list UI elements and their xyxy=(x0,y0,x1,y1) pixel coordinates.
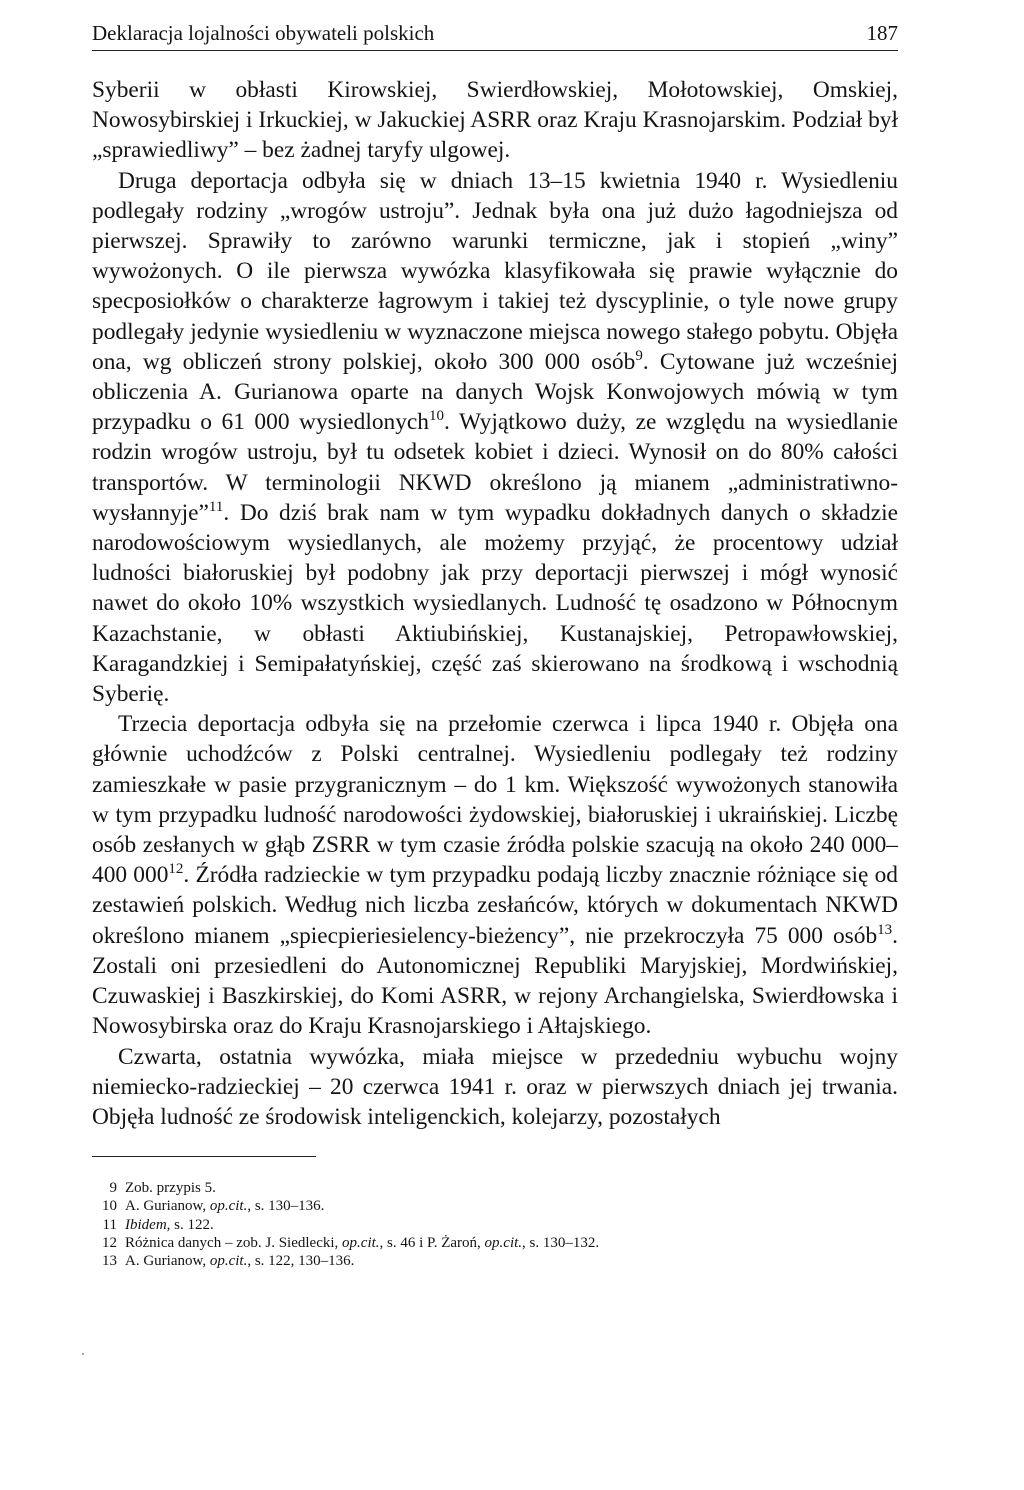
footnote-text-part: A. Gurianow, xyxy=(125,1198,210,1215)
footnote-text xyxy=(125,1252,354,1270)
footnote-text-part: , s. 122. xyxy=(166,1216,214,1233)
footnote-11 xyxy=(92,1216,898,1234)
footnote-text xyxy=(125,1197,324,1215)
body-text xyxy=(92,75,898,1132)
paragraph-3 xyxy=(92,709,898,1041)
footnote-text-part: Różnica danych – zob. J. Siedlecki, xyxy=(125,1235,343,1251)
footnote-text xyxy=(125,1216,214,1234)
footnote-ref-10[interactable]: 10 xyxy=(429,408,444,425)
footnote-divider xyxy=(92,1156,316,1157)
paragraph-2-text-a: Druga deportacja odbyła się w dniach 13–15 kwietnia 1940 r. Wysiedleniu podlegały rodziny „wrogów ustroju”. Jednak była ona już dużo łagodniejsza od pierwszej. Sprawiły to zarówno warunki termiczne, jak i stopień „winy” wywożonych. O ile pierwsza wywózka klasyfikowała się prawie wyłącznie do specposiołków o charakterze łagrowym i takiej też dyscyplinie, o tyle nowe grupy podlegały jedynie wysiedleniu w wyznaczone miejsca nowego stałego pobytu. Objęła ona, wg obliczeń strony polskiej, około 300 000 osób xyxy=(92,167,898,375)
footnote-text-part: , s. 122, 130–136. xyxy=(247,1253,355,1270)
footnote-text-part: , s. 130–136. xyxy=(247,1198,325,1215)
footnote-text-italic: op.cit. xyxy=(209,1253,248,1270)
paragraph-3-text-a: Trzecia deportacja odbyła się na przełomie czerwca i lipca 1940 r. Objęła ona głównie uchodźców z Polski centralnej. Wysiedleniu podlegały też rodziny zamieszkałe w pasie przygranicznym – do 1 km. Większość wywożonych stanowiła w tym przypadku ludność narodowości żydowskiej, białoruskiej i ukraińskiej. Liczbę osób zesłanych w głąb ZSRR w tym czasie źródła polskie szacują na około 240 000–400 000 xyxy=(92,711,898,889)
running-header xyxy=(92,20,898,51)
footnote-9 xyxy=(92,1179,898,1197)
footnote-text-part: , s. 46 i P. Żaroń, xyxy=(379,1235,485,1251)
footnote-number: 9 xyxy=(109,1180,117,1197)
paragraph-4-text: Czwarta, ostatnia wywózka, miała miejsce w przededniu wybuchu wojny niemiecko-radzieckiej – 20 czerwca 1941 r. oraz w pierwszych dniach jej trwania. Objęła ludność ze środowisk inteligenckich, kolejarzy, pozostałych xyxy=(92,1043,898,1130)
paragraph-2-text-c: . Wyjątkowo duży, ze względu na wysiedlanie rodzin wrogów ustroju, był tu odsetek kobiet i dzieci. Wynosił on do 80% całości transportów. W terminologii NKWD określono ją mianem „administratiwno-wysłannyje” xyxy=(92,409,898,526)
footnote-number: 10 xyxy=(102,1198,117,1215)
footnote-ref-13[interactable]: 13 xyxy=(877,921,893,938)
footnote-12 xyxy=(92,1234,898,1252)
paragraph-3-text-c: . Zostali oni przesiedleni do Autonomicznej Republiki Maryjskiej, Mordwińskiej, Czuwaskiej i Baszkirskiej, do Komi ASRR, w rejony Archangielska, Swierdłowska i Nowosybirska oraz do Kraju Krasnojarskiego i Ałtajskiego. xyxy=(92,922,898,1040)
footnote-text-italic: Ibidem xyxy=(125,1216,167,1233)
paragraph-3-text-b: . Źródła radzieckie w tym przypadku podają liczby znacznie różniące się od zestawień polskich. Według nich liczba zesłańców, których w dokumentach NKWD określono mianem „spiecpieriesielency-bieżency”, nie przekroczyła 75 000 osób xyxy=(92,862,898,949)
page-number: 187 xyxy=(866,21,898,45)
paragraph-2-text-d: . Do dziś brak nam w tym wypadku dokładnych danych o składzie narodowościowym wysiedlanych, ale możemy przyjąć, że procentowy udział ludności białoruskiej był podobny jak przy deportacji pierwszej i mógł wynosić nawet do około 10% wszystkich wysiedlanych. Ludność tę osadzono w Północnym Kazachstanie, w obłasti Aktiubińskiej, Kustanajskiej, Petropawłowskiej, Karagandzkiej i Semipałatyńskiej, część zaś skierowano na środkową i wschodnią Syberię. xyxy=(92,499,898,708)
footnote-ref-11[interactable]: 11 xyxy=(208,499,224,516)
footnote-text-part: Zob. przypis 5. xyxy=(125,1180,216,1197)
paragraph-2 xyxy=(92,166,898,710)
paragraph-1-text: Syberii w obłasti Kirowskiej, Swierdłowskiej, Mołotowskiej, Omskiej, Nowosybirskiej i Irkuckiej, w Jakuckiej ASRR oraz Kraju Krasnojarskim. Podział był „sprawiedliwy” – bez żadnej taryfy ulgowej. xyxy=(92,77,898,164)
footnote-text-italic: op.cit. xyxy=(484,1235,523,1251)
scan-speck xyxy=(82,1353,84,1355)
paragraph-4 xyxy=(92,1042,898,1133)
page xyxy=(92,20,898,1271)
paragraph-1 xyxy=(92,75,898,166)
footnote-text-italic: op.cit. xyxy=(209,1198,248,1215)
footnote-text-part: , s. 130–132. xyxy=(522,1235,600,1251)
footnote-text xyxy=(125,1179,216,1197)
footnote-text-part: A. Gurianow, xyxy=(125,1253,210,1270)
footnote-10 xyxy=(92,1197,898,1215)
footnote-number: 12 xyxy=(102,1235,117,1251)
footnote-ref-12[interactable]: 12 xyxy=(168,861,184,878)
footnote-text xyxy=(125,1234,599,1252)
footnote-number: 11 xyxy=(102,1216,117,1233)
footnote-13 xyxy=(92,1252,898,1270)
footnote-number: 13 xyxy=(102,1253,117,1270)
footnotes xyxy=(92,1179,898,1270)
footnote-ref-9[interactable]: 9 xyxy=(635,348,643,365)
footnote-text-italic: op.cit. xyxy=(342,1235,380,1251)
paragraph-2-text-b: . Cytowane już wcześniej obliczenia A. Gurianowa oparte na danych Wojsk Konwojowych mówią w tym przypadku o 61 000 wysiedlonych xyxy=(92,348,899,436)
header-title: Deklaracja lojalności obywateli polskich xyxy=(92,21,435,45)
